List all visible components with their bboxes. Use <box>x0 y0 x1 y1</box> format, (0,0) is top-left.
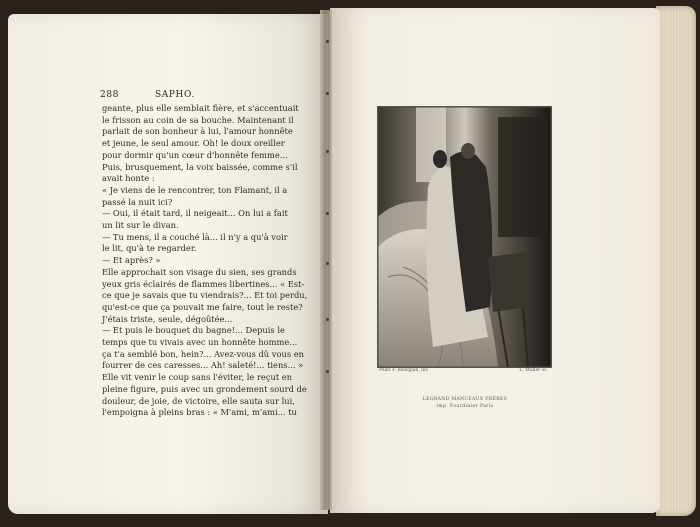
text-line: yeux gris éclairés de flammes libertines... « Est- <box>102 278 305 289</box>
book-gutter <box>320 10 332 510</box>
printer-line: imp. Fourdinier Paris <box>436 404 494 409</box>
text-line: Elle vit venir le coup sans l'éviter, le reçut en <box>102 372 293 383</box>
page-edges <box>656 6 696 516</box>
text-line: douleur, de joie, de victoire, elle sauta sur lui, <box>102 395 295 406</box>
text-line: passé la nuit ici? <box>102 196 173 207</box>
text-line: — Et puis le bouquet du bagne!... Depuis le <box>102 325 285 336</box>
text-line: — Tu mens, il a couché là... il n'y a qu'à voir <box>102 231 288 242</box>
printer-line: LEGRAND MANCEAUX FRÈRES <box>422 397 508 402</box>
text-line: l'empoigna à pleins bras : « M'ami, m'ami... tu <box>102 407 297 418</box>
text-line: geante, plus elle semblait fière, et s'accentuait <box>102 103 299 113</box>
text-line: J'étais triste, seule, dégoûtée... <box>102 313 233 324</box>
text-line: pour dormir qu'un cœur d'honnête femme... <box>102 149 288 160</box>
illustration-credits <box>377 368 550 378</box>
text-line: qu'est-ce que ça pouvait me faire, tout le reste? <box>102 301 303 312</box>
binding-mark <box>326 370 329 373</box>
engraver-credit: L. Muller sc. <box>519 368 548 373</box>
text-line: un lit sur le divan. <box>102 220 179 231</box>
painter-credit: Peint F. Bourgain, inv. <box>379 368 429 373</box>
engraving-illustration <box>377 106 552 368</box>
text-line: ça t'a semblé bon, hein?... Avez-vous dû vous en <box>102 348 304 359</box>
binding-mark <box>326 150 329 153</box>
text-line: — Oui, il était tard, il neigeait... On lui a fait <box>102 208 288 219</box>
binding-mark <box>326 212 329 215</box>
running-title: SAPHO. <box>155 90 195 100</box>
text-line: ce que je savais que tu viendrais?... Et toi perdu, <box>102 290 308 301</box>
binding-mark <box>326 40 329 43</box>
binding-mark <box>326 92 329 95</box>
binding-mark <box>326 262 329 265</box>
binding-mark <box>326 318 329 321</box>
engraving-image <box>378 107 551 367</box>
text-line: fourrer de ces caresses... Ah! saleté!... tiens... » <box>102 360 304 371</box>
page-header <box>100 90 280 104</box>
text-line: « Je viens de le rencontrer, ton Flamant, il a <box>102 184 288 195</box>
text-line: temps que tu vivais avec un honnête homme... <box>102 337 298 348</box>
text-line: le lit, qu'à te regarder. <box>102 243 197 254</box>
page-number: 288 <box>100 90 119 100</box>
text-line: et jeune, le seul amour. Oh! le doux oreiller <box>102 138 285 149</box>
text-line: — Et après? » <box>102 255 161 266</box>
text-line: parlait de son bonheur à lui, l'amour honnête <box>102 126 293 137</box>
text-line: Elle approchait son visage du sien, ses grands <box>102 266 297 277</box>
body-text <box>102 103 308 419</box>
text-line: avait honte : <box>102 173 155 184</box>
text-line: le frisson au coin de sa bouche. Maintenant il <box>102 114 294 125</box>
printer-imprint <box>380 396 550 410</box>
text-line: pleine figure, puis avec un grondement sourd de <box>102 383 307 394</box>
text-line: Puis, brusquement, la voix baissée, comme s'il <box>102 161 298 172</box>
